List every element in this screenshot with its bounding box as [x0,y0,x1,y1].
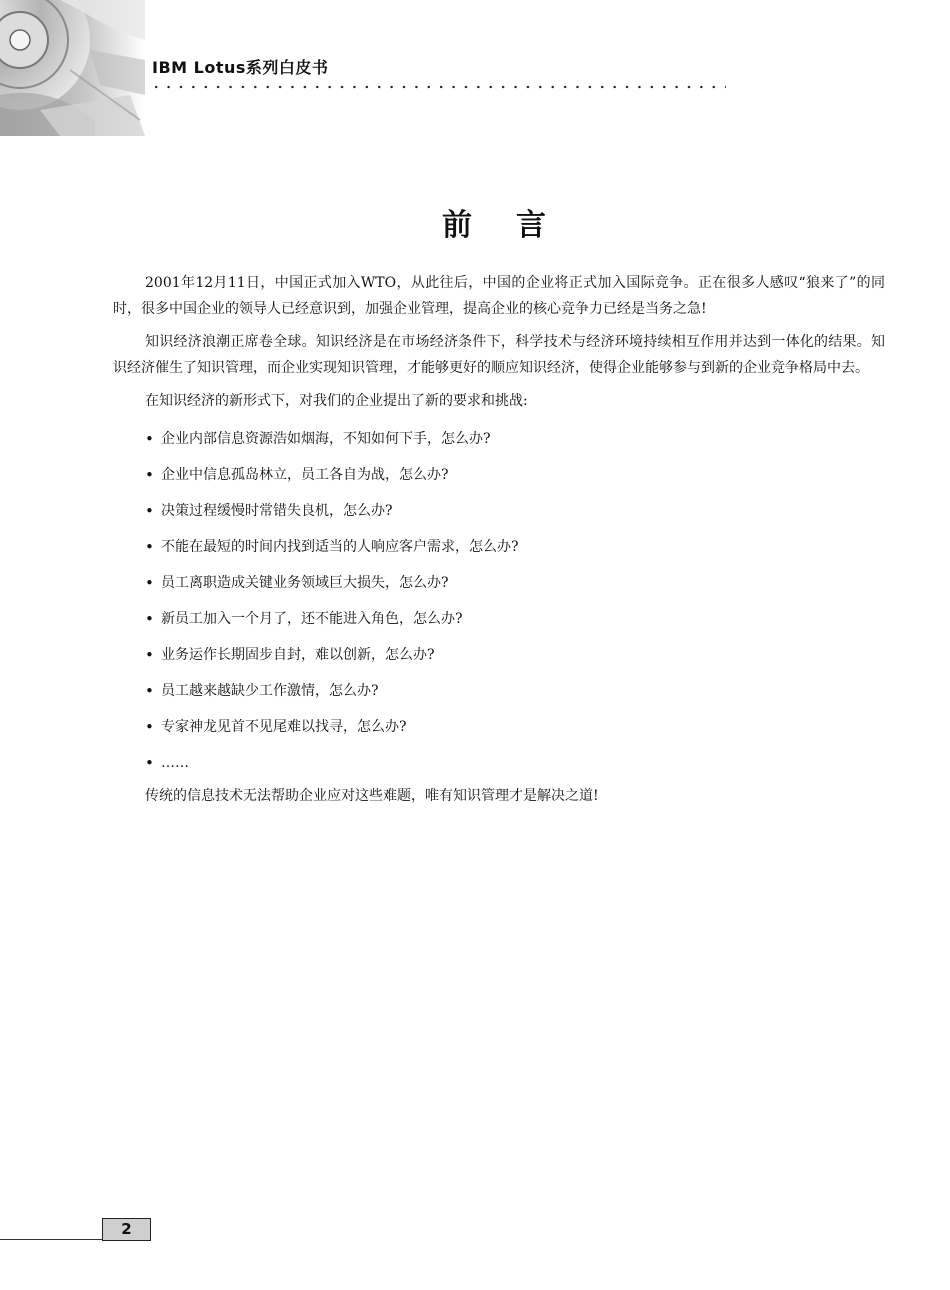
series-title: IBM Lotus系列白皮书 [152,58,329,77]
bullet-icon: • [145,430,154,448]
list-item [145,421,885,457]
list-item [145,457,885,493]
list-item-text: 决策过程缓慢时常错失良机，怎么办? [161,503,393,519]
list-item [145,709,885,745]
list-item-text: 专家神龙见首不见尾难以找寻，怎么办? [161,719,407,735]
page-number: 2 [102,1218,151,1241]
list-item-text: 业务运作长期固步自封，难以创新，怎么办? [161,647,435,663]
header-corner-graphic [0,0,145,136]
bullet-icon: • [145,502,154,520]
bullet-icon: • [145,538,154,556]
paragraph: 在知识经济的新形式下，对我们的企业提出了新的要求和挑战: [145,393,528,409]
paragraph: 2001年12月11日，中国正式加入WTO，从此往后，中国的企业将正式加入国际竞争。正在很多人感叹“狼来了”的同时，很多中国企业的领导人已经意识到，加强企业管理，提高企业的核心竞争力已经是当务之急! [113,275,885,317]
body-content [113,270,885,816]
list-item-text: 新员工加入一个月了，还不能进入角色，怎么办? [161,611,463,627]
list-item [145,529,885,565]
closing-paragraph: 传统的信息技术无法帮助企业应对这些难题，唯有知识管理才是解决之道! [145,788,599,804]
list-item-text: 不能在最短的时间内找到适当的人响应客户需求，怎么办? [161,539,519,555]
list-item-text: 企业内部信息资源浩如烟海，不知如何下手，怎么办? [161,431,491,447]
list-item [145,673,885,709]
bullet-icon: • [145,610,154,628]
bullet-icon: • [145,754,154,772]
bullet-icon: • [145,574,154,592]
challenge-list [113,421,885,781]
list-item-text: …… [161,755,189,771]
bullet-icon: • [145,718,154,736]
page-heading: 前言 [442,208,590,244]
list-item-text: 员工离职造成关键业务领域巨大损失，怎么办? [161,575,449,591]
bullet-icon: • [145,682,154,700]
bullet-icon: • [145,466,154,484]
list-item [145,493,885,529]
bullet-icon: • [145,646,154,664]
paragraph: 知识经济浪潮正席卷全球。知识经济是在市场经济条件下，科学技术与经济环境持续相互作用并达到一体化的结果。知识经济催生了知识管理，而企业实现知识管理，才能够更好的顺应知识经济，使得企业能够参与到新的企业竞争格局中去。 [113,334,885,376]
list-item [145,637,885,673]
footer-rule [0,1239,104,1240]
list-item-text: 员工越来越缺少工作激情，怎么办? [161,683,379,699]
list-item [145,601,885,637]
list-item-text: 企业中信息孤岛林立，员工各自为战，怎么办? [161,467,449,483]
list-item [145,565,885,601]
list-item [145,745,885,781]
header-dotted-rule [150,85,726,89]
